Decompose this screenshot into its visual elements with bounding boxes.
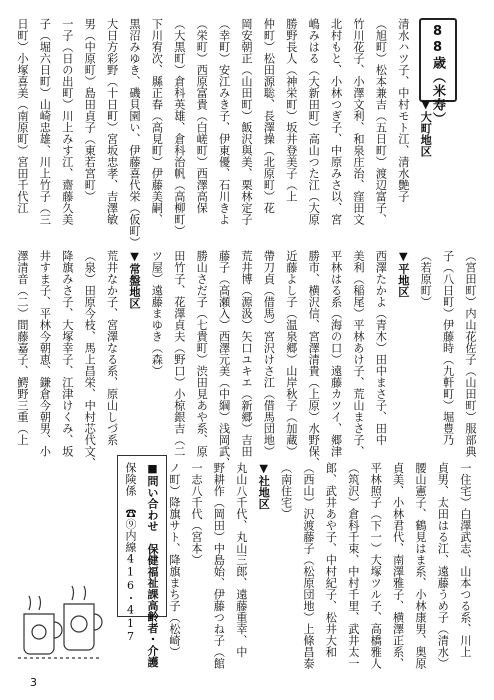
name-column: 勝山さだ子（七貴町）渋田見あや系、原 bbox=[195, 250, 209, 457]
name-column: ツ屋）遠藤まゆき（森） bbox=[150, 250, 164, 377]
name-column: 田竹子、花澤貞夫（野口）小椋銀吉（二 bbox=[172, 250, 186, 457]
name-column: 降旗みさ子、大塚幸子、江津けくみ、坂 bbox=[60, 250, 74, 457]
name-column: 井すま子、平林今朝恵、鎌倉今朝男、小 bbox=[38, 250, 52, 457]
name-column: 藤子（高瀬入）西澤元美（中綱）浅岡武、 bbox=[217, 250, 231, 469]
name-column: 帶刀貞（借馬）宮沢けさ江（借馬団地） bbox=[262, 250, 276, 457]
name-column: 勝野長人（神栄町）坂井登美子（上 bbox=[284, 18, 298, 202]
name-column: 仲町）松田源聡、長澤操（北原町）花 bbox=[262, 18, 276, 214]
name-column: （幸町）安江みき子、伊東優、石川きよ bbox=[217, 18, 231, 225]
name-column: 竹川花子、小澤文利、和泉庄治、窪田文 bbox=[352, 18, 365, 225]
name-column: （旭町）松本兼吉（五日町）渡辺富子、 bbox=[374, 18, 388, 225]
name-column: 貞男、太田はる江、遠藤うめ子（清水） bbox=[436, 462, 450, 669]
name-column: 嶋みはる（大新田町）高山つた江（大原 bbox=[307, 18, 321, 225]
name-column: （大黒町）倉科英雄、倉科治帆（高柳町） bbox=[172, 18, 186, 237]
name-column: （泉）田原今枝、馬上昌栄、中村芯代文、 bbox=[83, 250, 97, 469]
name-column: 郎、武井あや子、中村紀子、松井大和 bbox=[324, 462, 338, 658]
name-column: 平林はる系（海の口）遠藤カツイ、郷津 bbox=[329, 250, 343, 457]
name-column: 大日方彩野（十日町）宮坂忠孝、吉澤敏 bbox=[105, 18, 119, 225]
name-column: 野耕作（岡田）中島始、伊藤つね子（館 bbox=[212, 462, 226, 669]
name-column: 澤清音（二）間藤嘉子、鰐野三重（上 bbox=[16, 250, 29, 446]
name-column: 北村もと、小林つぎ子、中原みさ以、宮 bbox=[329, 18, 343, 225]
name-column: 荒井博（源汲）矢口ユキエ（新郷）吉田 bbox=[240, 250, 253, 457]
page-number: 3 bbox=[30, 676, 37, 689]
name-column: （栄町）西原富貴（白嵯町）西澤高保 bbox=[195, 18, 209, 214]
name-column: （南住宅） bbox=[279, 462, 293, 520]
age-header: 88歳（米寿） bbox=[430, 24, 445, 126]
name-column: 清水ハツ子、中村モト江、清水艶子 bbox=[396, 18, 410, 202]
name-column: （宮田町）内山花佐子（山田町）服部典 bbox=[464, 250, 477, 457]
name-column: 子（八日町）伊藤時（九軒町）堀豊乃 bbox=[441, 250, 455, 446]
name-column: 貞美、小林君代、南澤雅子、横澤正系、 bbox=[391, 462, 405, 669]
name-column: 近藤よし子（温泉郷）山岸秋子（加蔵） bbox=[284, 250, 298, 457]
name-column: 一志八千代（宮本） bbox=[190, 462, 203, 566]
district-header: ▼常盤地区 bbox=[128, 250, 141, 310]
cups-illustration bbox=[14, 574, 106, 664]
name-column: 荒井なか子、宮澤なる系、原山しづ系 bbox=[105, 250, 119, 446]
name-column: 丸山八千代、丸山三郎、遠藤重幸、中 bbox=[234, 462, 248, 658]
name-column: 腰山憲子、鶴見はま系、小林康男、奥原 bbox=[414, 462, 427, 669]
inquiry-body: 保険係 ☎⑨内線416・417 bbox=[124, 462, 137, 644]
name-column: 岡安朝正（山田町）飯沢與美、栗林定子 bbox=[240, 18, 253, 225]
name-column: （筑沢）倉科千束、中村千里、武井太一 bbox=[346, 462, 360, 669]
name-column: （若原町） bbox=[419, 250, 433, 308]
name-column: ノ町）降旗サト、降旗まち子（松崎） bbox=[168, 462, 181, 658]
name-column: 子（堀六日町）山崎忠雄、川上竹子（三 bbox=[38, 18, 52, 225]
name-column: 男（中原町）島田貞子（東若宮町） bbox=[83, 18, 97, 202]
name-column: 西澤たかよ（青木）田中まさ子、田中 bbox=[374, 250, 388, 446]
district-header: ▼社地区 bbox=[257, 462, 271, 510]
name-column: 平林照子（下一）大塚ツル子、高橋雅人 bbox=[369, 462, 383, 669]
name-column: 日町）小塚喜美（南原町）宮田千代江 bbox=[16, 18, 29, 214]
name-column: 一子（日の出町）川上みす江、齋藤久美 bbox=[60, 18, 74, 225]
district-header: ▼平地区 bbox=[396, 250, 410, 298]
name-column: （西山）沢渡藤子（松原団地）上條昌泰 bbox=[302, 462, 315, 669]
name-column: 勝市、横沢信、宮澤清貴（上原）水野保、 bbox=[307, 250, 321, 469]
name-column: 黒沼みゆき、磯貝園い、伊藤喜代栄（仮町） bbox=[128, 18, 141, 248]
name-column: 一住宅）白澤武志、山本つる系、川上 bbox=[458, 462, 472, 658]
name-column: 下川宥次、縣正春（高見町）伊藤美嗣、 bbox=[150, 18, 164, 225]
name-column: 美利（稲尾）平林あけ子、荒山まさ子、 bbox=[352, 250, 365, 457]
district-header: ▼大町地区 bbox=[419, 98, 433, 158]
inquiry-title: ■問い合わせ 保健福祉課高齢者・介護 bbox=[146, 462, 159, 668]
